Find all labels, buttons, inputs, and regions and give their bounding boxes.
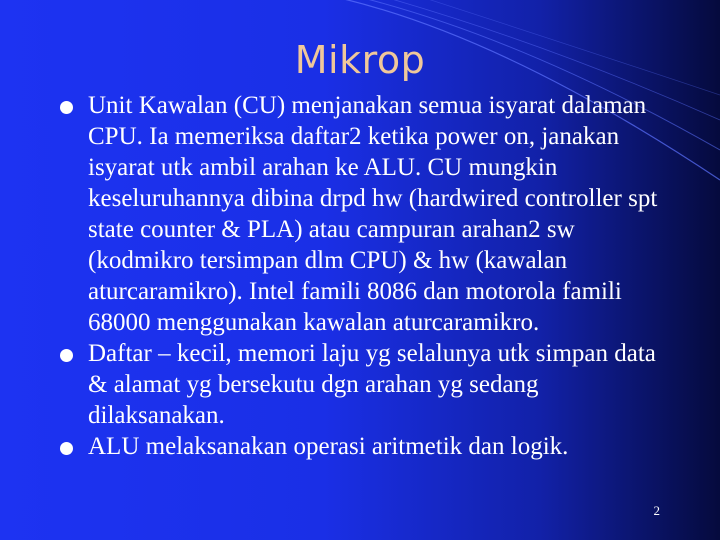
bullet-item <box>0 338 720 431</box>
bullet-list <box>0 90 720 462</box>
bullet-item <box>0 431 720 462</box>
page-number: 2 <box>653 503 660 518</box>
bullet-text: ALU melaksanakan operasi aritmetik dan logik. <box>88 433 569 460</box>
slide-title: Mikrop <box>294 38 426 82</box>
bullet-dot-icon <box>60 349 73 362</box>
bullet-dot-icon <box>60 101 73 114</box>
bullet-dot-icon <box>60 442 73 455</box>
bullet-item <box>0 90 720 338</box>
bullet-text: Unit Kawalan (CU) menjanakan semua isyarat dalaman CPU. Ia memeriksa daftar2 ketika power on, janakan isyarat utk ambil arahan ke ALU. CU mungkin keseluruhannya dibina drpd hw (hardwired controller spt state counter & PLA) atau campuran arahan2 sw (kodmikro tersimpan dlm CPU) & hw (kawalan aturcaramikro). Intel famili 8086 dan motorola famili 68000 menggunakan kawalan aturcaramikro. <box>88 92 658 336</box>
bullet-text: Daftar – kecil, memori laju yg selalunya utk simpan data & alamat yg bersekutu dgn arahan yg sedang dilaksanakan. <box>88 340 656 429</box>
